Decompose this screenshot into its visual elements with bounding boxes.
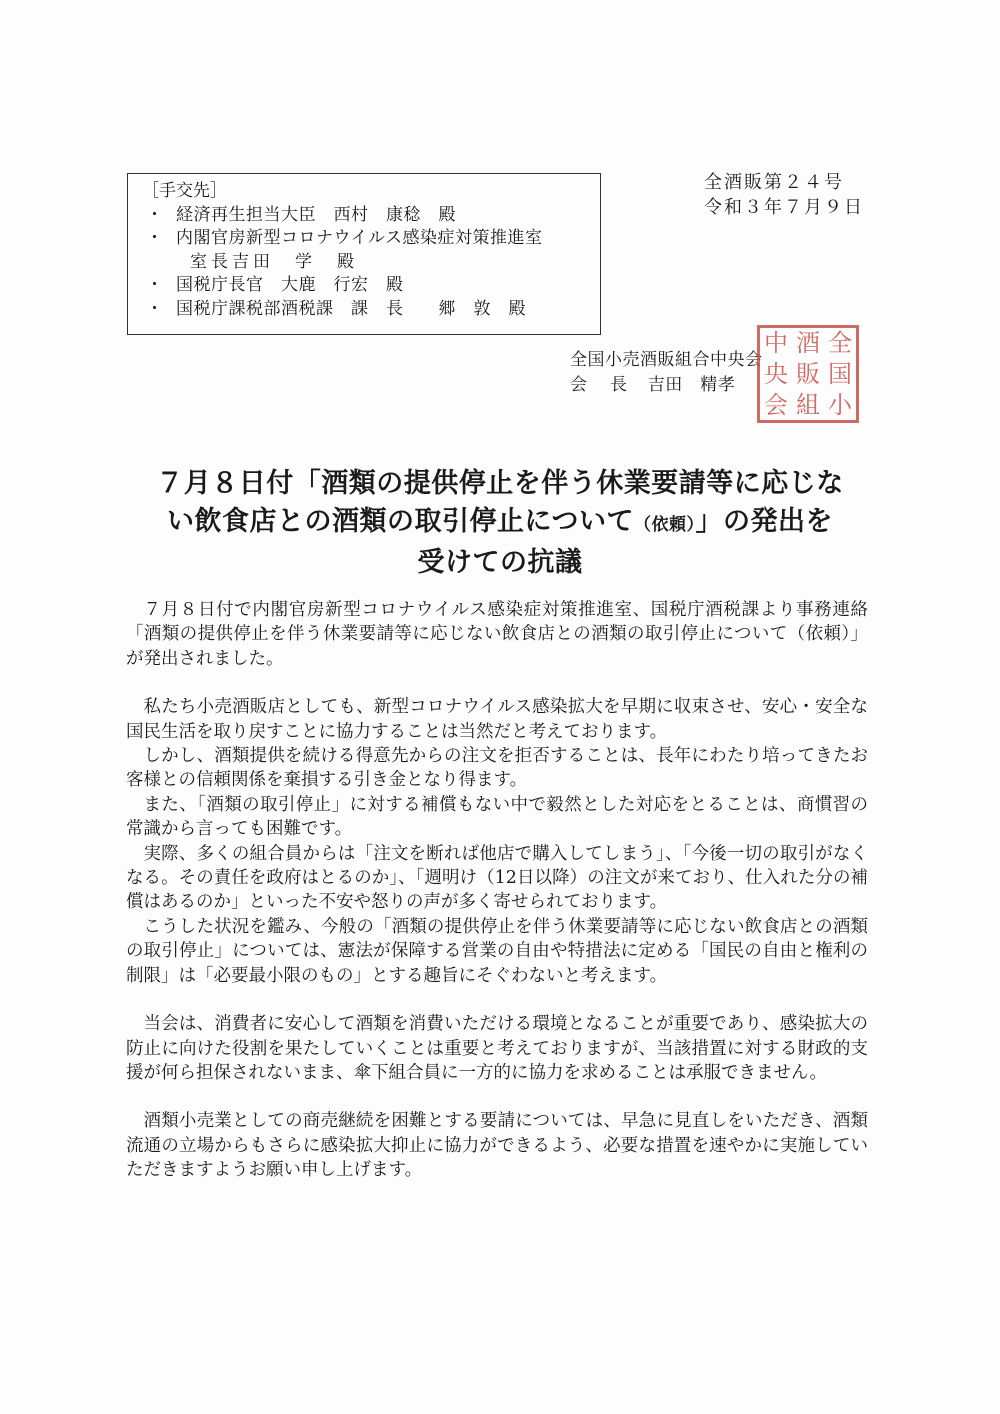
title-small-text: （依頼） (633, 515, 696, 535)
recipient-text: 国税庁長官 大鹿 行宏 殿 (176, 275, 404, 295)
body-paragraph: 当会は、消費者に安心して酒類を消費いただける環境となることが重要であり、感染拡大の防止に向けた役割を果たしていくことは重要と考えておりますが、当該措置に対する財政的支援が何ら担保されないまま、傘下組合員に一方的に協力を求めることは承服できません。 (126, 1014, 868, 1083)
title-text: 」の発出を (695, 506, 833, 537)
paragraph-gap (126, 988, 868, 1012)
seal-char: 国 (828, 359, 852, 388)
body-paragraph: 酒類小売業としての商売継続を困難とする要請については、早急に見直しをいただき、酒類流通の立場からもさらに感染拡大抑止に協力ができるよう、必要な措置を速やかに実施していただきますようお願い申し上げます。 (126, 1111, 868, 1181)
seal-char: 販 (796, 359, 820, 388)
seal-char: 小 (828, 390, 852, 419)
seal-char: 全 (828, 329, 852, 358)
recipients-box (127, 173, 601, 335)
sender-role: 会 長 (570, 375, 630, 395)
recipient-text: 内閣官房新型コロナウイルス感染症対策推進室 (176, 228, 543, 248)
seal-char: 会 (764, 390, 788, 419)
bullet: ・ (146, 204, 163, 225)
seal-char: 酒 (796, 329, 820, 358)
body-paragraph: 私たち小売酒販店としても、新型コロナウイルス感染拡大を早期に収束させ、安心・安全な国民生活を取り戻すことに協力することは当然だと考えております。 (126, 697, 868, 742)
document-number: 全酒販第２４号 (704, 172, 844, 193)
seal-char: 央 (764, 359, 788, 388)
recipient-item (140, 298, 600, 322)
recipients-heading: ［手交先］ (142, 181, 227, 201)
sender-organization: 全国小売酒販組合中央会 (570, 350, 763, 370)
sender-name: 吉田 精孝 (647, 375, 736, 395)
document-title (100, 465, 900, 582)
recipient-text: 経済再生担当大臣 西村 康稔 殿 (176, 204, 456, 225)
bullet: ・ (146, 298, 163, 319)
sender-block (570, 348, 763, 398)
title-line: 受けての抗議 (417, 547, 583, 578)
official-seal (757, 325, 859, 423)
paragraph-gap (126, 1085, 868, 1109)
body-paragraph: こうした状況を鑑み、今般の「酒類の提供停止を伴う休業要請等に応じない飲食店との酒類の取引停止」については、憲法が保障する営業の自由や特措法に定める「国民の自由と権利の制限」は「必要最小限のもの」とする趣旨にそぐわないと考えます。 (126, 916, 868, 986)
title-line: ７月８日付「酒類の提供停止を伴う休業要請等に応じな (156, 468, 844, 499)
title-text: い飲食店との酒類の取引停止について (167, 506, 634, 537)
document-body (126, 598, 868, 1183)
seal-char: 中 (764, 329, 788, 358)
bullet: ・ (146, 275, 163, 295)
bullet: ・ (146, 228, 163, 248)
recipient-item (140, 204, 600, 228)
title-line (100, 503, 900, 544)
paragraph-gap (126, 671, 868, 695)
seal-char: 組 (796, 390, 820, 419)
body-paragraph: また、「酒類の取引停止」に対する補償もない中で毅然とした対応をとることは、商慣習の常識から言っても困難です。 (126, 794, 868, 840)
sender-signature (570, 373, 763, 398)
recipient-item (140, 227, 600, 251)
body-paragraph: しかし、酒類提供を続ける得意先からの注文を拒否することは、長年にわたり培ってきたお客様との信頼関係を棄損する引き金となり得ます。 (126, 746, 868, 791)
document-date: 令和３年７月９日 (704, 197, 864, 218)
document-info (704, 170, 864, 220)
recipient-text: 国税庁課税部酒税課 課 長 郷 敦 殿 (176, 298, 526, 319)
body-paragraph: 実際、多くの組合員からは「注文を断れば他店で購入してしまう」、「今後一切の取引がなくなる。その責任を政府はとるのか」、「週明け（12日以降）の注文が来ており、仕入れた分の補償はあるのか」といった不安や怒りの声が多く寄せられております。 (126, 843, 868, 913)
recipient-continuation: 室長吉田 学 殿 (190, 251, 358, 272)
body-paragraph: ７月８日付で内閣官房新型コロナウイルス感染症対策推進室、国税庁酒税課より事務連絡「酒類の提供停止を伴う休業要請等に応じない飲食店との酒類の取引停止について（依頼）」が発出されました。 (126, 600, 868, 669)
recipient-item (140, 274, 600, 298)
